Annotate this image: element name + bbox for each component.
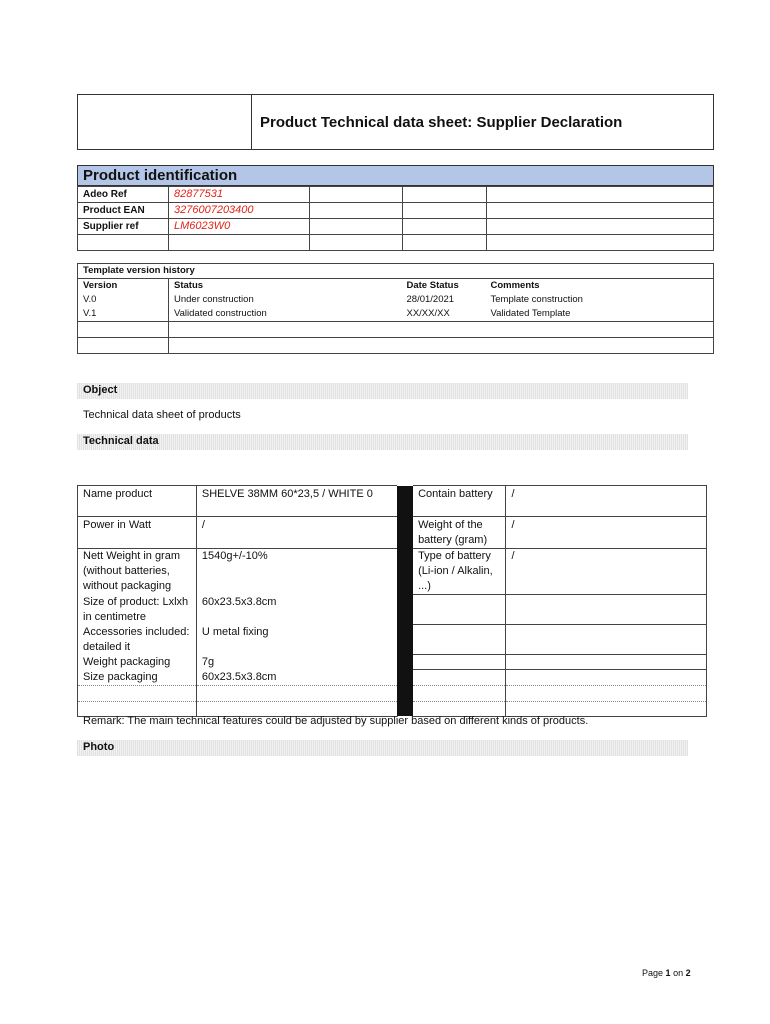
- version-history-title: Template version history: [78, 264, 714, 279]
- page-number: Page 1 on 2: [642, 968, 691, 978]
- table-row: Weight packaging 7g: [78, 655, 707, 670]
- table-row: Nett Weight in gram (without batteries, without packaging 1540g+/-10% Type of battery (Li-ion / Alkalin, ...) /: [78, 549, 707, 595]
- adeo-ref-label: Adeo Ref: [78, 187, 169, 203]
- object-section-title: Object: [77, 383, 688, 399]
- column-header-date-status: Date Status: [406, 280, 459, 291]
- column-header-comments: Comments: [490, 280, 540, 291]
- technical-data-title: Technical data: [77, 434, 688, 450]
- table-row: [78, 219, 714, 235]
- table-row: [78, 203, 714, 219]
- product-identification-table: [77, 186, 714, 251]
- technical-data-table: [77, 485, 707, 717]
- table-row: [78, 235, 714, 251]
- table-row: V.1 Validated construction XX/XX/XX Validated Template: [78, 307, 714, 322]
- photo-section-title: Photo: [77, 740, 688, 756]
- adeo-ref-value: 82877531: [169, 187, 310, 203]
- table-row: V.0 Under construction 28/01/2021 Template construction: [78, 293, 714, 307]
- column-header-status: Status: [174, 280, 204, 291]
- template-version-history: [77, 263, 714, 354]
- product-ean-value: 3276007203400: [169, 203, 310, 219]
- version-history-table: [77, 263, 714, 354]
- product-ean-label: Product EAN: [78, 203, 169, 219]
- product-identification-section: [77, 165, 714, 251]
- table-header-row: [78, 279, 714, 294]
- table-row: [78, 187, 714, 203]
- document-title: Product Technical data sheet: Supplier Declaration: [260, 114, 623, 131]
- table-row: Size packaging 60x23.5x3.8cm: [78, 670, 707, 686]
- document-header: [77, 94, 714, 150]
- logo-placeholder: [78, 95, 252, 149]
- object-text: Technical data sheet of products: [83, 409, 241, 421]
- technical-remark: Remark: The main technical features could be adjusted by supplier based on different kinds of products.: [83, 715, 589, 727]
- table-row: Name product SHELVE 38MM 60*23,5 / WHITE 0 Contain battery /: [78, 486, 707, 517]
- supplier-ref-value: LM6023W0: [169, 219, 310, 235]
- product-identification-title: Product identification: [77, 165, 714, 186]
- column-header-version: Version: [78, 279, 169, 294]
- supplier-ref-label: Supplier ref: [78, 219, 169, 235]
- table-row: Accessories included: detailed it U metal fixing: [78, 625, 707, 655]
- table-row: Power in Watt / Weight of the battery (gram) /: [78, 517, 707, 549]
- table-row: Size of product: Lxlxh in centimetre 60x23.5x3.8cm: [78, 595, 707, 625]
